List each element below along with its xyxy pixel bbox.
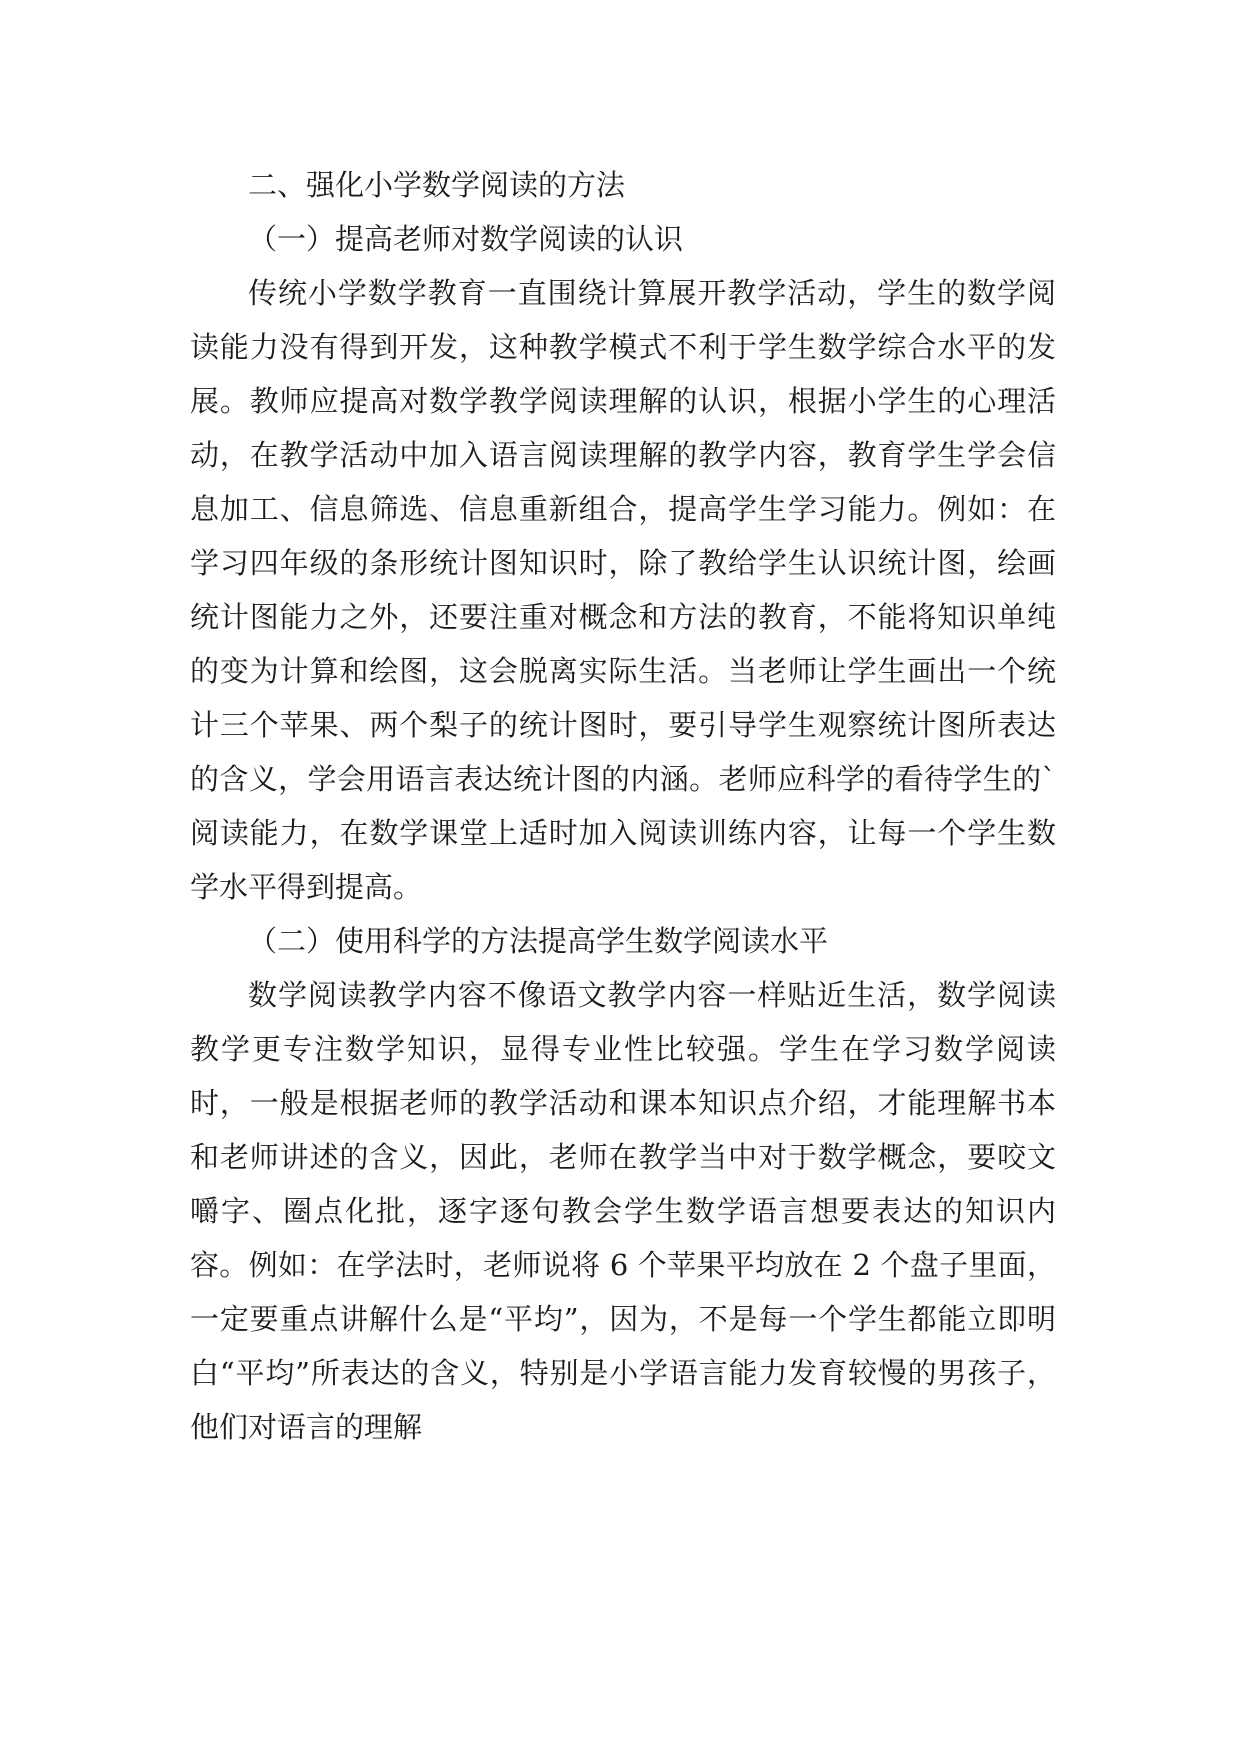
section-heading: 二、强化小学数学阅读的方法	[248, 168, 626, 202]
subsection-heading-2: （二）使用科学的方法提高学生数学阅读水平	[248, 924, 829, 958]
paragraph-2: 数学阅读教学内容不像语文教学内容一样贴近生活，数学阅读教学更专注数学知识，显得专业性比较强。学生在学习数学阅读时，一般是根据老师的教学活动和课本知识点介绍，才能理解书本和老师讲述的含义，因此，老师在教学当中对于数学概念，要咬文嚼字、圈点化批，逐字逐句教会学生数学语言想要表达的知识内容。例如：在学法时，老师说将 6 个苹果平均放在 2 个盘子里面，一定要重点讲解什么是“平均”，因为，不是每一个学生都能立即明白“平均”所表达的含义，特别是小学语言能力发育较慢的男孩子，他们对语言的理解	[190, 978, 1056, 1444]
subsection-heading-1: （一）提高老师对数学阅读的认识	[248, 222, 684, 256]
document-body	[190, 158, 1056, 1454]
paragraph-1: 传统小学数学教育一直围绕计算展开教学活动，学生的数学阅读能力没有得到开发，这种教学模式不利于学生数学综合水平的发展。教师应提高对数学教学阅读理解的认识，根据小学生的心理活动，在教学活动中加入语言阅读理解的教学内容，教育学生学会信息加工、信息筛选、信息重新组合，提高学生学习能力。例如：在学习四年级的条形统计图知识时，除了教给学生认识统计图，绘画统计图能力之外，还要注重对概念和方法的教育，不能将知识单纯的变为计算和绘图，这会脱离实际生活。当老师让学生画出一个统计三个苹果、两个梨子的统计图时，要引导学生观察统计图所表达的含义，学会用语言表达统计图的内涵。老师应科学的看待学生的`阅读能力，在数学课堂上适时加入阅读训练内容，让每一个学生数学水平得到提高。	[190, 276, 1056, 904]
